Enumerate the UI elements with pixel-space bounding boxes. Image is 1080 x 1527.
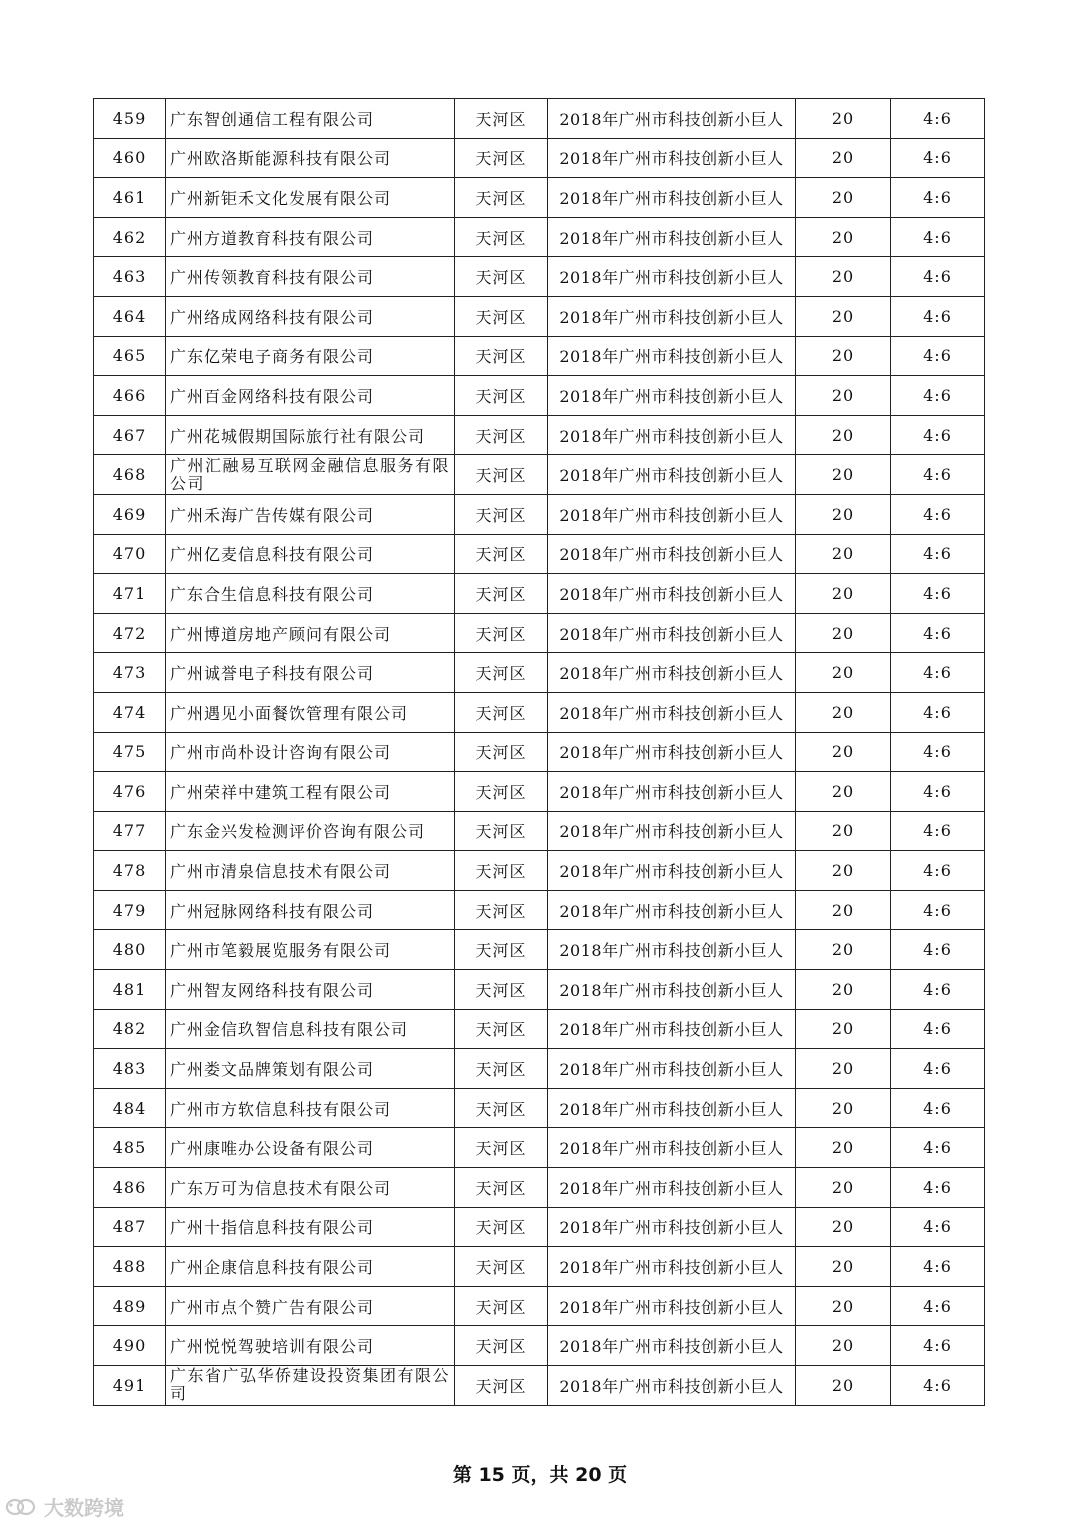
ratio-cell: 4:6	[891, 890, 985, 930]
amount-cell: 20	[796, 851, 891, 891]
row-number-cell: 464	[94, 296, 166, 336]
category-cell: 2018年广州市科技创新小巨人	[548, 930, 796, 970]
table-row	[94, 970, 985, 1010]
category-cell: 2018年广州市科技创新小巨人	[548, 1009, 796, 1049]
ratio-cell: 4:6	[891, 257, 985, 297]
amount-cell: 20	[796, 811, 891, 851]
row-number-cell: 473	[94, 653, 166, 693]
row-number-cell: 491	[94, 1366, 166, 1406]
category-cell: 2018年广州市科技创新小巨人	[548, 574, 796, 614]
category-cell: 2018年广州市科技创新小巨人	[548, 99, 796, 139]
ratio-cell: 4:6	[891, 1366, 985, 1406]
company-name-cell: 广州荣祥中建筑工程有限公司	[166, 772, 455, 812]
table-row	[94, 296, 985, 336]
category-cell: 2018年广州市科技创新小巨人	[548, 296, 796, 336]
table-row	[94, 257, 985, 297]
company-name-cell: 广州百金网络科技有限公司	[166, 376, 455, 416]
ratio-cell: 4:6	[891, 574, 985, 614]
page-number: 第 15 页，共 20 页	[452, 1464, 628, 1486]
table-row	[94, 455, 985, 495]
district-cell: 天河区	[455, 1286, 548, 1326]
company-name-cell: 广东智创通信工程有限公司	[166, 99, 455, 139]
ratio-cell: 4:6	[891, 1286, 985, 1326]
row-number-cell: 472	[94, 613, 166, 653]
company-name-cell: 广州方道教育科技有限公司	[166, 217, 455, 257]
table-row	[94, 1326, 985, 1366]
row-number-cell: 471	[94, 574, 166, 614]
table-row	[94, 1247, 985, 1287]
company-name-cell: 广州市笔毅展览服务有限公司	[166, 930, 455, 970]
district-cell: 天河区	[455, 930, 548, 970]
category-cell: 2018年广州市科技创新小巨人	[548, 890, 796, 930]
table-row	[94, 1286, 985, 1326]
ratio-cell: 4:6	[891, 970, 985, 1010]
category-cell: 2018年广州市科技创新小巨人	[548, 217, 796, 257]
district-cell: 天河区	[455, 494, 548, 534]
company-name-cell: 广州冠脉网络科技有限公司	[166, 890, 455, 930]
row-number-cell: 478	[94, 851, 166, 891]
district-cell: 天河区	[455, 455, 548, 495]
table-row	[94, 178, 985, 218]
ratio-cell: 4:6	[891, 494, 985, 534]
table-row	[94, 613, 985, 653]
table-row	[94, 336, 985, 376]
amount-cell: 20	[796, 296, 891, 336]
district-cell: 天河区	[455, 1168, 548, 1208]
district-cell: 天河区	[455, 732, 548, 772]
category-cell: 2018年广州市科技创新小巨人	[548, 653, 796, 693]
company-name-cell: 广州汇融易互联网金融信息服务有限公司	[166, 455, 455, 495]
company-name-cell: 广州花城假期国际旅行社有限公司	[166, 415, 455, 455]
table-row	[94, 217, 985, 257]
table-row	[94, 376, 985, 416]
district-cell: 天河区	[455, 217, 548, 257]
table-row	[94, 1049, 985, 1089]
ratio-cell: 4:6	[891, 1168, 985, 1208]
company-name-cell: 广州欧洛斯能源科技有限公司	[166, 138, 455, 178]
table-row	[94, 99, 985, 139]
amount-cell: 20	[796, 257, 891, 297]
ratio-cell: 4:6	[891, 455, 985, 495]
district-cell: 天河区	[455, 296, 548, 336]
district-cell: 天河区	[455, 376, 548, 416]
company-name-cell: 广东金兴发检测评价咨询有限公司	[166, 811, 455, 851]
table-row	[94, 415, 985, 455]
company-name-cell: 广州金信玖智信息科技有限公司	[166, 1009, 455, 1049]
category-cell: 2018年广州市科技创新小巨人	[548, 1366, 796, 1406]
category-cell: 2018年广州市科技创新小巨人	[548, 455, 796, 495]
category-cell: 2018年广州市科技创新小巨人	[548, 732, 796, 772]
ratio-cell: 4:6	[891, 336, 985, 376]
row-number-cell: 465	[94, 336, 166, 376]
amount-cell: 20	[796, 1326, 891, 1366]
amount-cell: 20	[796, 1168, 891, 1208]
company-name-cell: 广州市方软信息科技有限公司	[166, 1088, 455, 1128]
ratio-cell: 4:6	[891, 415, 985, 455]
category-cell: 2018年广州市科技创新小巨人	[548, 336, 796, 376]
amount-cell: 20	[796, 494, 891, 534]
ratio-cell: 4:6	[891, 534, 985, 574]
ratio-cell: 4:6	[891, 772, 985, 812]
row-number-cell: 466	[94, 376, 166, 416]
category-cell: 2018年广州市科技创新小巨人	[548, 1168, 796, 1208]
amount-cell: 20	[796, 653, 891, 693]
company-name-cell: 广州新钜禾文化发展有限公司	[166, 178, 455, 218]
district-cell: 天河区	[455, 970, 548, 1010]
category-cell: 2018年广州市科技创新小巨人	[548, 613, 796, 653]
row-number-cell: 481	[94, 970, 166, 1010]
amount-cell: 20	[796, 336, 891, 376]
ratio-cell: 4:6	[891, 1128, 985, 1168]
category-cell: 2018年广州市科技创新小巨人	[548, 1207, 796, 1247]
ratio-cell: 4:6	[891, 613, 985, 653]
company-name-cell: 广州十指信息科技有限公司	[166, 1207, 455, 1247]
amount-cell: 20	[796, 534, 891, 574]
company-name-cell: 广州诚誉电子科技有限公司	[166, 653, 455, 693]
district-cell: 天河区	[455, 1326, 548, 1366]
district-cell: 天河区	[455, 692, 548, 732]
ratio-cell: 4:6	[891, 1326, 985, 1366]
amount-cell: 20	[796, 99, 891, 139]
table-row	[94, 692, 985, 732]
ratio-cell: 4:6	[891, 692, 985, 732]
district-cell: 天河区	[455, 772, 548, 812]
category-cell: 2018年广州市科技创新小巨人	[548, 811, 796, 851]
category-cell: 2018年广州市科技创新小巨人	[548, 138, 796, 178]
table-row	[94, 930, 985, 970]
category-cell: 2018年广州市科技创新小巨人	[548, 376, 796, 416]
row-number-cell: 485	[94, 1128, 166, 1168]
district-cell: 天河区	[455, 653, 548, 693]
amount-cell: 20	[796, 1366, 891, 1406]
ratio-cell: 4:6	[891, 930, 985, 970]
row-number-cell: 476	[94, 772, 166, 812]
category-cell: 2018年广州市科技创新小巨人	[548, 534, 796, 574]
district-cell: 天河区	[455, 811, 548, 851]
row-number-cell: 468	[94, 455, 166, 495]
row-number-cell: 484	[94, 1088, 166, 1128]
district-cell: 天河区	[455, 1128, 548, 1168]
district-cell: 天河区	[455, 1207, 548, 1247]
amount-cell: 20	[796, 574, 891, 614]
table-row	[94, 1088, 985, 1128]
company-name-cell: 广州悦悦驾驶培训有限公司	[166, 1326, 455, 1366]
table-row	[94, 1009, 985, 1049]
district-cell: 天河区	[455, 1366, 548, 1406]
amount-cell: 20	[796, 1128, 891, 1168]
amount-cell: 20	[796, 1286, 891, 1326]
district-cell: 天河区	[455, 99, 548, 139]
amount-cell: 20	[796, 1009, 891, 1049]
ratio-cell: 4:6	[891, 1088, 985, 1128]
category-cell: 2018年广州市科技创新小巨人	[548, 257, 796, 297]
ratio-cell: 4:6	[891, 376, 985, 416]
district-cell: 天河区	[455, 257, 548, 297]
table-row	[94, 1366, 985, 1406]
ratio-cell: 4:6	[891, 811, 985, 851]
table-row	[94, 1207, 985, 1247]
amount-cell: 20	[796, 455, 891, 495]
amount-cell: 20	[796, 217, 891, 257]
category-cell: 2018年广州市科技创新小巨人	[548, 692, 796, 732]
category-cell: 2018年广州市科技创新小巨人	[548, 1286, 796, 1326]
amount-cell: 20	[796, 1049, 891, 1089]
amount-cell: 20	[796, 178, 891, 218]
category-cell: 2018年广州市科技创新小巨人	[548, 415, 796, 455]
row-number-cell: 461	[94, 178, 166, 218]
table-row	[94, 811, 985, 851]
company-list-table	[93, 98, 985, 1406]
amount-cell: 20	[796, 415, 891, 455]
company-name-cell: 广州遇见小面餐饮管理有限公司	[166, 692, 455, 732]
company-name-cell: 广州禾海广告传媒有限公司	[166, 494, 455, 534]
amount-cell: 20	[796, 613, 891, 653]
amount-cell: 20	[796, 930, 891, 970]
ratio-cell: 4:6	[891, 732, 985, 772]
district-cell: 天河区	[455, 1049, 548, 1089]
row-number-cell: 459	[94, 99, 166, 139]
company-name-cell: 广州市点个赞广告有限公司	[166, 1286, 455, 1326]
company-name-cell: 广州络成网络科技有限公司	[166, 296, 455, 336]
table-row	[94, 772, 985, 812]
district-cell: 天河区	[455, 890, 548, 930]
row-number-cell: 479	[94, 890, 166, 930]
category-cell: 2018年广州市科技创新小巨人	[548, 1049, 796, 1089]
ratio-cell: 4:6	[891, 851, 985, 891]
district-cell: 天河区	[455, 415, 548, 455]
company-name-cell: 广州市清泉信息技术有限公司	[166, 851, 455, 891]
ratio-cell: 4:6	[891, 217, 985, 257]
amount-cell: 20	[796, 772, 891, 812]
company-name-cell: 广州娄文品牌策划有限公司	[166, 1049, 455, 1089]
ratio-cell: 4:6	[891, 1247, 985, 1287]
category-cell: 2018年广州市科技创新小巨人	[548, 1088, 796, 1128]
amount-cell: 20	[796, 1207, 891, 1247]
watermark	[4, 1492, 124, 1521]
amount-cell: 20	[796, 376, 891, 416]
company-name-cell: 广州康唯办公设备有限公司	[166, 1128, 455, 1168]
company-name-cell: 广东合生信息科技有限公司	[166, 574, 455, 614]
district-cell: 天河区	[455, 851, 548, 891]
table-row	[94, 653, 985, 693]
category-cell: 2018年广州市科技创新小巨人	[548, 1128, 796, 1168]
ratio-cell: 4:6	[891, 296, 985, 336]
table-row	[94, 574, 985, 614]
row-number-cell: 488	[94, 1247, 166, 1287]
row-number-cell: 470	[94, 534, 166, 574]
row-number-cell: 474	[94, 692, 166, 732]
company-name-cell: 广东亿荣电子商务有限公司	[166, 336, 455, 376]
category-cell: 2018年广州市科技创新小巨人	[548, 970, 796, 1010]
table-row	[94, 732, 985, 772]
district-cell: 天河区	[455, 534, 548, 574]
category-cell: 2018年广州市科技创新小巨人	[548, 1247, 796, 1287]
row-number-cell: 463	[94, 257, 166, 297]
row-number-cell: 482	[94, 1009, 166, 1049]
row-number-cell: 487	[94, 1207, 166, 1247]
watermark-text: 大数跨境	[44, 1496, 124, 1520]
category-cell: 2018年广州市科技创新小巨人	[548, 1326, 796, 1366]
row-number-cell: 477	[94, 811, 166, 851]
district-cell: 天河区	[455, 1247, 548, 1287]
row-number-cell: 467	[94, 415, 166, 455]
category-cell: 2018年广州市科技创新小巨人	[548, 494, 796, 534]
district-cell: 天河区	[455, 178, 548, 218]
category-cell: 2018年广州市科技创新小巨人	[548, 851, 796, 891]
amount-cell: 20	[796, 138, 891, 178]
table-row	[94, 1128, 985, 1168]
row-number-cell: 462	[94, 217, 166, 257]
amount-cell: 20	[796, 692, 891, 732]
amount-cell: 20	[796, 890, 891, 930]
ratio-cell: 4:6	[891, 653, 985, 693]
amount-cell: 20	[796, 1247, 891, 1287]
company-name-cell: 广州智友网络科技有限公司	[166, 970, 455, 1010]
company-name-cell: 广州博道房地产顾问有限公司	[166, 613, 455, 653]
district-cell: 天河区	[455, 613, 548, 653]
table-row	[94, 494, 985, 534]
ratio-cell: 4:6	[891, 138, 985, 178]
table-row	[94, 890, 985, 930]
amount-cell: 20	[796, 732, 891, 772]
company-name-cell: 广州市尚朴设计咨询有限公司	[166, 732, 455, 772]
amount-cell: 20	[796, 970, 891, 1010]
amount-cell: 20	[796, 1088, 891, 1128]
district-cell: 天河区	[455, 574, 548, 614]
ratio-cell: 4:6	[891, 178, 985, 218]
ratio-cell: 4:6	[891, 99, 985, 139]
table-row	[94, 851, 985, 891]
district-cell: 天河区	[455, 336, 548, 376]
row-number-cell: 489	[94, 1286, 166, 1326]
row-number-cell: 480	[94, 930, 166, 970]
table-row	[94, 534, 985, 574]
table-row	[94, 138, 985, 178]
row-number-cell: 475	[94, 732, 166, 772]
ratio-cell: 4:6	[891, 1009, 985, 1049]
watermark-logo-icon	[4, 1496, 38, 1518]
company-name-cell: 广州传领教育科技有限公司	[166, 257, 455, 297]
row-number-cell: 483	[94, 1049, 166, 1089]
company-name-cell: 广东省广弘华侨建设投资集团有限公司	[166, 1366, 455, 1406]
row-number-cell: 460	[94, 138, 166, 178]
company-name-cell: 广州亿麦信息科技有限公司	[166, 534, 455, 574]
category-cell: 2018年广州市科技创新小巨人	[548, 178, 796, 218]
company-name-cell: 广州企康信息科技有限公司	[166, 1247, 455, 1287]
district-cell: 天河区	[455, 1088, 548, 1128]
ratio-cell: 4:6	[891, 1207, 985, 1247]
row-number-cell: 486	[94, 1168, 166, 1208]
ratio-cell: 4:6	[891, 1049, 985, 1089]
table-body	[94, 99, 985, 1406]
category-cell: 2018年广州市科技创新小巨人	[548, 772, 796, 812]
company-name-cell: 广东万可为信息技术有限公司	[166, 1168, 455, 1208]
row-number-cell: 469	[94, 494, 166, 534]
row-number-cell: 490	[94, 1326, 166, 1366]
district-cell: 天河区	[455, 1009, 548, 1049]
district-cell: 天河区	[455, 138, 548, 178]
table-row	[94, 1168, 985, 1208]
